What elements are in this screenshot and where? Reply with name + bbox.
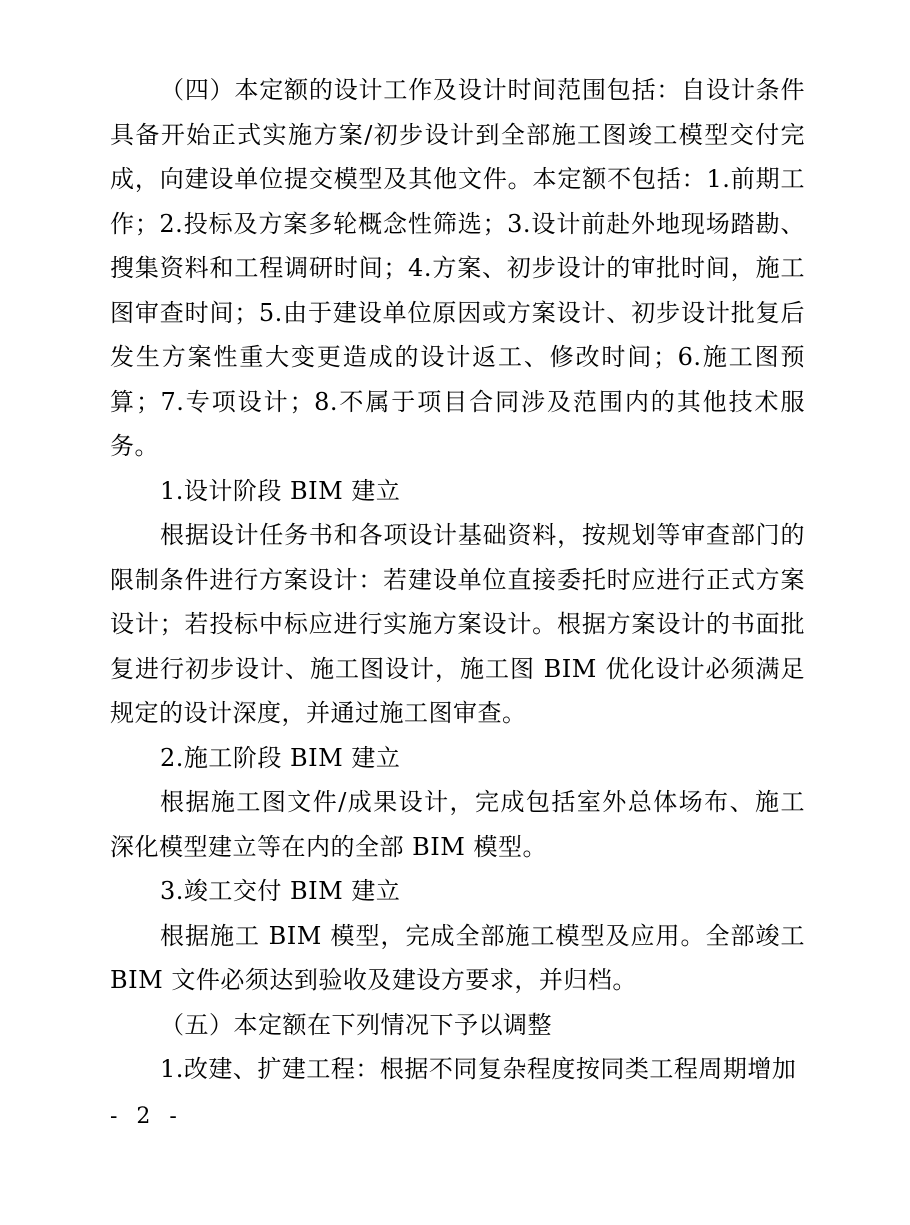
heading-adjustments: （五）本定额在下列情况下予以调整 [160,1010,552,1039]
paragraph-adjustment-1: 1.改建、扩建工程：根据不同复杂程度按同类工程周期增加 [160,1055,797,1083]
paragraph-completion: 根据施工 BIM 模型，完成全部施工模型及应用。全部竣工 BIM 文件必须达到验收及建设方要求，并归档。 [110,921,805,994]
heading-construction-stage-bim: 2.施工阶段 BIM 建立 [160,743,401,772]
heading-design-stage-bim: 1.设计阶段 BIM 建立 [160,476,401,505]
paragraph-design-stage: 根据设计任务书和各项设计基础资料，按规划等审查部门的限制条件进行方案设计：若建设单位直接委托时应进行正式方案设计；若投标中标应进行实施方案设计。根据方案设计的书面批复进行初步设计、施工图设计，施工图 BIM 优化设计必须满足规定的设计深度，并通过施工图审查。 [110,521,805,727]
page-number: - 2 - [110,1104,183,1129]
heading-completion-bim: 3.竣工交付 BIM 建立 [160,877,401,905]
paragraph-construction-stage: 根据施工图文件/成果设计，完成包括室外总体场布、施工深化模型建立等在内的全部 BIM 模型。 [110,788,805,861]
paragraph-scope: （四）本定额的设计工作及设计时间范围包括：自设计条件具备开始正式实施方案/初步设计到全部施工图竣工模型交付完成，向建设单位提交模型及其他文件。本定额不包括：1.前期工作；2.投标及方案多轮概念性筛选；3.设计前赴外地现场踏勘、搜集资料和工程调研时间；4.方案、初步设计的审批时间，施工图审查时间；5.由于建设单位原因或方案设计、初步设计批复后发生方案性重大变更造成的设计返工、修改时间；6.施工图预算；7.专项设计；8.不属于项目合同涉及范围内的其他技术服务。 [110,76,805,460]
document-body [110,68,805,1092]
